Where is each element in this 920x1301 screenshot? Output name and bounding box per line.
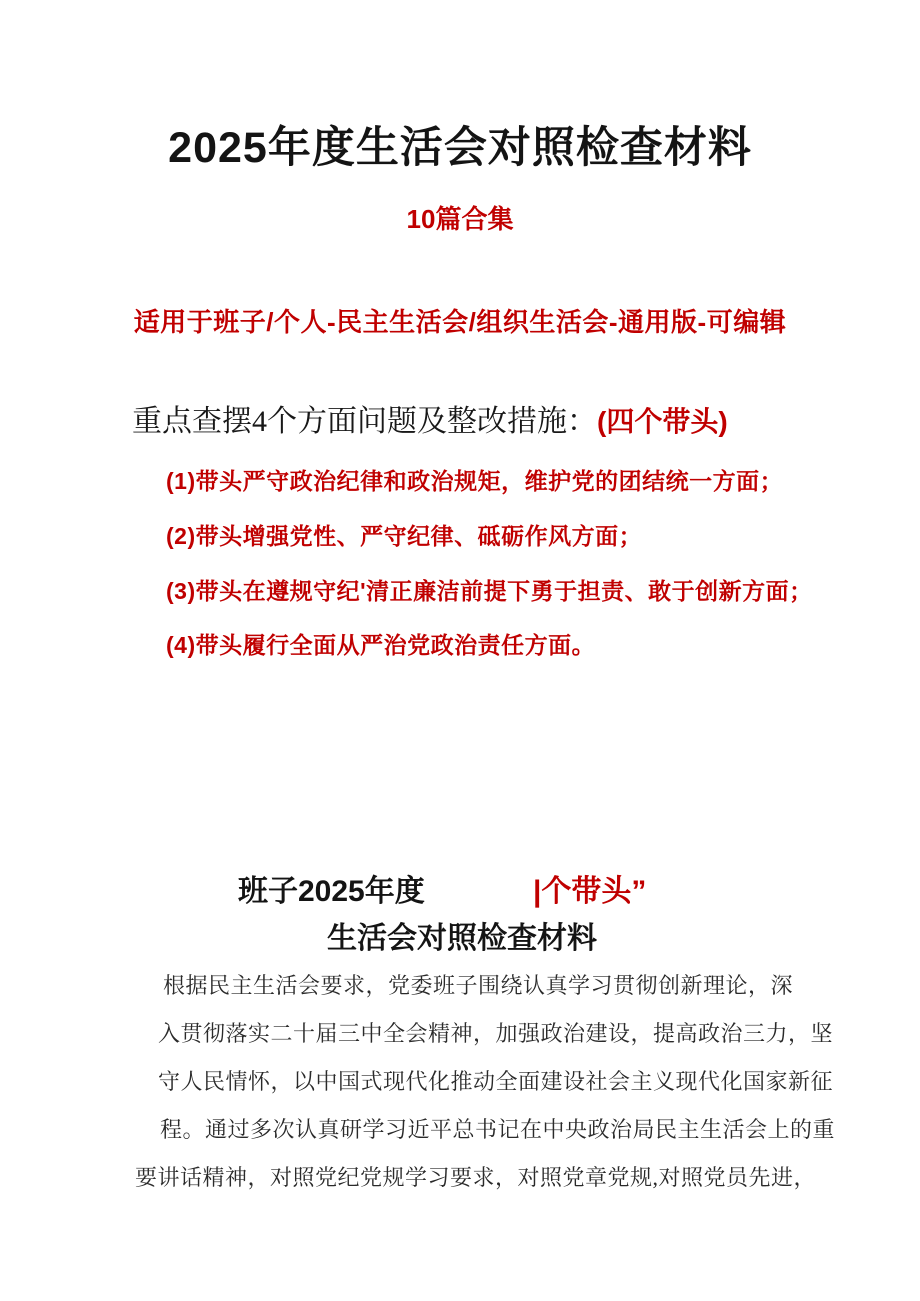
article-heading-line2: 生活会对照检查材料 bbox=[327, 922, 597, 955]
aspect-item-4: (4)带头履行全面从严治党政治责任方面。 bbox=[166, 632, 596, 658]
article-body-line: 守人民情怀，以中国式现代化推动全面建设社会主义现代化国家新征 bbox=[158, 1069, 834, 1094]
key-points-heading bbox=[132, 396, 728, 440]
aspect-item-1: (1)带头严守政治纪律和政治规矩，维护党的团结统一方面； bbox=[166, 468, 784, 494]
key-points-heading-black: 重点查摆4个方面问题及整改措施： bbox=[132, 405, 597, 438]
aspect-item-3: (3)带头在遵规守纪'清正廉洁前提下勇于担责、敢于创新方面； bbox=[166, 578, 813, 604]
collection-count-badge: 10篇合集 bbox=[406, 204, 514, 234]
document-title: 2025年度生活会对照检查材料 bbox=[168, 124, 752, 172]
article-body-line: 入贯彻落实二十届三中全会精神，加强政治建设，提高政治三力，坚 bbox=[158, 1021, 834, 1046]
article-body-line: 要讲话精神，对照党纪党规学习要求，对照党章党规,对照党员先进， bbox=[135, 1165, 817, 1190]
article-body-line: 程。通过多次认真研学习近平总书记在中央政治局民主生活会上的重 bbox=[160, 1117, 836, 1142]
article-heading-red: |个带头” bbox=[533, 875, 647, 908]
applicability-note: 适用于班子/个人-民主生活会/组织生活会-通用版-可编辑 bbox=[133, 307, 787, 337]
article-heading-black: 班子2025年度 bbox=[238, 875, 425, 908]
article-body-line: 根据民主生活会要求，党委班子围绕认真学习贯彻创新理论，深 bbox=[163, 973, 794, 998]
key-points-heading-red: (四个带头) bbox=[597, 406, 728, 437]
aspect-item-2: (2)带头增强党性、严守纪律、砥砺作风方面； bbox=[166, 523, 643, 549]
